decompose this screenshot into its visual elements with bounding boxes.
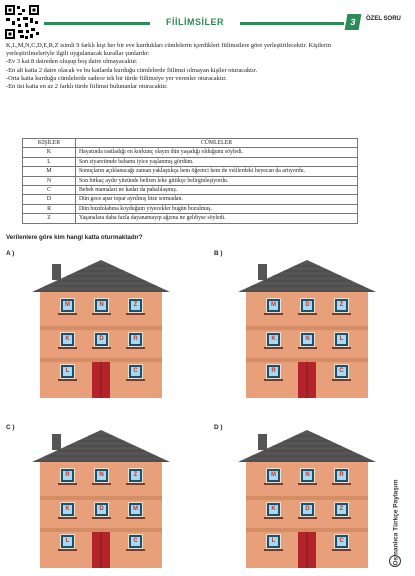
resident-letter: D: [97, 505, 106, 514]
person-cell: N: [23, 176, 76, 185]
person-cell: K: [23, 148, 76, 157]
window-sill: [58, 313, 77, 315]
resident-letter: L: [337, 335, 346, 344]
apartment-window: [94, 468, 109, 483]
resident-letter: R: [131, 335, 140, 344]
apartment-window: [334, 332, 349, 347]
resident-letter: M: [65, 302, 70, 308]
publisher-name: Osmanlıca Türkçe Paylaşım: [392, 479, 400, 566]
table-header-sentences: CÜMLELER: [76, 139, 358, 148]
apartment-window: [60, 364, 75, 379]
clue-table: [22, 138, 358, 224]
window-sill: [264, 483, 283, 485]
intro-line: -En alt katta 2 daire olacak ve bu katlarda kurduğu cümlelerde fiilimsi olmayan kişiler oturacaktır.: [6, 66, 258, 74]
apartment-window: [266, 534, 281, 549]
window-sill: [264, 517, 283, 519]
option-a-label[interactable]: A ): [6, 250, 15, 257]
apartment-window: [266, 468, 281, 483]
apartment-window: [128, 364, 143, 379]
window-sill: [298, 517, 317, 519]
option-c-house[interactable]: [30, 428, 172, 568]
publisher-logo-icon: [389, 555, 401, 567]
page-number-badge: 3: [345, 14, 362, 30]
resident-letter: L: [63, 537, 72, 546]
window-sill: [264, 549, 283, 551]
window-sill: [126, 549, 145, 551]
floor-ledge: [40, 326, 162, 330]
window-sill: [264, 379, 283, 381]
option-b-label[interactable]: B ): [214, 250, 223, 257]
window-sill: [58, 379, 77, 381]
window-sill: [126, 483, 145, 485]
apartment-window: [128, 502, 143, 517]
apartment-window: [266, 298, 281, 313]
resident-letter: C: [337, 367, 346, 376]
apartment-window: [300, 332, 315, 347]
apartment-window: [334, 468, 349, 483]
resident-letter: L: [269, 537, 278, 546]
resident-letter: M: [133, 506, 138, 512]
apartment-window: [334, 298, 349, 313]
chimney: [52, 434, 61, 450]
floor-ledge: [40, 496, 162, 500]
section-tag: ÖZEL SORU: [366, 16, 401, 22]
window-sill: [58, 347, 77, 349]
window-sill: [126, 379, 145, 381]
apartment-window: [334, 534, 349, 549]
resident-letter: Z: [337, 301, 346, 310]
sentence-cell: Dün gece apar topar ayrılmış bize sormadan.: [76, 195, 358, 204]
apartment-window: [60, 502, 75, 517]
intro-line: yerleştirilmeleriyle ilgili uygulanacak kurallar şunlardır:: [6, 50, 150, 58]
resident-letter: R: [63, 471, 72, 480]
question-text: Verilenlere göre kim hangi katta oturmaktadır?: [6, 234, 143, 241]
apartment-window: [266, 332, 281, 347]
floor-ledge: [246, 358, 368, 362]
apartment-window: [300, 502, 315, 517]
person-cell: L: [23, 157, 76, 166]
floor-ledge: [246, 326, 368, 330]
window-sill: [264, 347, 283, 349]
resident-letter: K: [63, 505, 72, 514]
resident-letter: K: [63, 335, 72, 344]
intro-line: -Orta katta kurduğu cümlelerde sadece tek bir türde fiilimsiye yer verenler oturacaktır.: [6, 74, 227, 82]
resident-letter: D: [303, 301, 312, 310]
sentence-cell: Sonuçların açıklanacağı zaman yaklaştıkça hem öğrenci hem de velilerdeki heyecan da artıyordu.: [76, 167, 358, 176]
resident-letter: Z: [337, 505, 346, 514]
window-sill: [58, 483, 77, 485]
person-cell: M: [23, 167, 76, 176]
chimney: [258, 434, 267, 450]
intro-line: -Ev 3 kat 8 daireden oluşup boş daire olmayacaktır.: [6, 58, 138, 66]
resident-letter: K: [269, 505, 278, 514]
table-row: [23, 214, 358, 223]
sentence-cell: Son ziyaretimde babamı iyice yaşlanmış gördüm.: [76, 157, 358, 166]
sentence-cell: Hayatında rastladığı en korkunç olayın dün yaşadığı olduğunu söyledi.: [76, 148, 358, 157]
table-header-row: [23, 139, 358, 148]
apartment-window: [334, 502, 349, 517]
person-cell: C: [23, 186, 76, 195]
window-sill: [126, 517, 145, 519]
apartment-window: [94, 332, 109, 347]
apartment-window: [60, 468, 75, 483]
table-row: [23, 186, 358, 195]
house-illustration: [30, 258, 172, 398]
intro-line: -En üst katta en az 2 farklı türde fiilimsi bulunanlar oturacaktır.: [6, 83, 168, 91]
table-row: [23, 204, 358, 213]
window-sill: [332, 347, 351, 349]
resident-letter: M: [271, 472, 276, 478]
apartment-window: [128, 534, 143, 549]
apartment-window: [300, 468, 315, 483]
house-illustration: [30, 428, 172, 568]
table-row: [23, 176, 358, 185]
table-row: [23, 157, 358, 166]
apartment-window: [94, 502, 109, 517]
resident-letter: C: [131, 537, 140, 546]
table-row: [23, 195, 358, 204]
floor-ledge: [40, 528, 162, 532]
table-row: [23, 167, 358, 176]
resident-letter: Z: [131, 471, 140, 480]
sentence-cell: Yaşanalara daha fazla dayanamayıp ağzına ne geldiyse söyledi.: [76, 214, 358, 223]
window-sill: [332, 549, 351, 551]
apartment-window: [128, 332, 143, 347]
resident-letter: C: [131, 367, 140, 376]
sentence-cell: Bebek mamaları ne kadar da pahalılaşmış.: [76, 186, 358, 195]
resident-letter: L: [63, 367, 72, 376]
person-cell: R: [23, 204, 76, 213]
apartment-window: [128, 468, 143, 483]
window-sill: [92, 483, 111, 485]
apartment-window: [60, 534, 75, 549]
house-illustration: [236, 428, 378, 568]
window-sill: [58, 517, 77, 519]
resident-letter: R: [269, 367, 278, 376]
window-sill: [298, 347, 317, 349]
window-sill: [126, 347, 145, 349]
floor-ledge: [40, 358, 162, 362]
window-sill: [264, 313, 283, 315]
option-d-house[interactable]: [236, 428, 378, 568]
resident-letter: M: [271, 302, 276, 308]
window-sill: [298, 313, 317, 315]
chimney: [52, 264, 61, 280]
window-sill: [92, 347, 111, 349]
apartment-window: [60, 332, 75, 347]
window-sill: [126, 313, 145, 315]
apartment-window: [300, 298, 315, 313]
option-c-label[interactable]: C ): [6, 424, 15, 431]
window-sill: [92, 313, 111, 315]
resident-letter: D: [303, 505, 312, 514]
table-header-persons: KİŞİLER: [23, 139, 76, 148]
page-title: FİİLİMSİLER: [150, 13, 240, 31]
resident-letter: C: [337, 537, 346, 546]
sentence-cell: Son birkaç aydır yüzünde beliren leke gittikçe belirginleşiyordu.: [76, 176, 358, 185]
window-sill: [298, 483, 317, 485]
resident-letter: K: [269, 335, 278, 344]
apartment-window: [128, 298, 143, 313]
option-a-house[interactable]: [30, 258, 172, 398]
chimney: [258, 264, 267, 280]
window-sill: [332, 517, 351, 519]
intro-line: K,L,M,N,C,D,E,R,Z isimli 9 farklı kişi her bir eve kurdukları cümlelerin içerdikleri fiilimsilere göre yerleştirilecektir. Kişilerin: [6, 42, 331, 49]
person-cell: Z: [23, 214, 76, 223]
option-d-label[interactable]: D ): [214, 424, 223, 431]
resident-letter: N: [303, 471, 312, 480]
resident-letter: N: [303, 335, 312, 344]
window-sill: [92, 517, 111, 519]
apartment-window: [94, 298, 109, 313]
window-sill: [332, 313, 351, 315]
apartment-window: [266, 364, 281, 379]
resident-letter: R: [337, 471, 346, 480]
apartment-window: [334, 364, 349, 379]
resident-letter: N: [97, 471, 106, 480]
window-sill: [58, 549, 77, 551]
sentence-cell: Dün buzdolabına koyduğum yiyecekler bugün bozulmuş.: [76, 204, 358, 213]
question-intro: [6, 42, 406, 91]
apartment-window: [60, 298, 75, 313]
option-b-house[interactable]: [236, 258, 378, 398]
resident-letter: Z: [131, 301, 140, 310]
floor-ledge: [246, 528, 368, 532]
apartment-window: [266, 502, 281, 517]
window-sill: [332, 379, 351, 381]
floor-ledge: [246, 496, 368, 500]
resident-letter: D: [97, 335, 106, 344]
person-cell: D: [23, 195, 76, 204]
qr-code-icon: [4, 4, 40, 40]
resident-letter: N: [97, 301, 106, 310]
window-sill: [332, 483, 351, 485]
house-illustration: [236, 258, 378, 398]
table-row: [23, 148, 358, 157]
